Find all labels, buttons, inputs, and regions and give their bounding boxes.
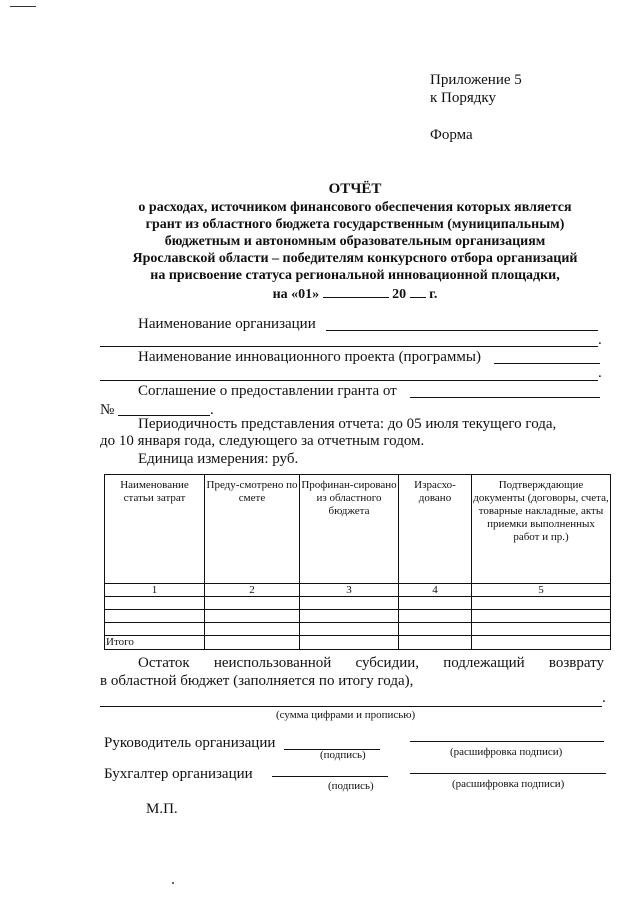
header-cell: Подтверждающие документы (договоры, счета, товарные накладные, акты приемки выполненных работ и пр.) (472, 475, 611, 584)
agreement-label: Соглашение о предоставлении гранта от (138, 383, 397, 399)
appendix-label: Приложение 5 (430, 72, 522, 88)
expense-table (104, 474, 611, 650)
table-cell[interactable] (300, 623, 399, 636)
project-name-field[interactable] (494, 363, 600, 364)
date-prefix: на «01» (272, 287, 320, 302)
column-number: 4 (399, 584, 472, 597)
accountant-label: Бухгалтер организации (104, 766, 253, 782)
remainder-word: возврату (548, 655, 604, 671)
unit-label: Единица измерения: руб. (138, 451, 299, 467)
title-line-3: бюджетным и автономным образовательным организациям (164, 234, 546, 249)
column-number: 5 (472, 584, 611, 597)
column-number: 1 (105, 584, 205, 597)
table-row (105, 610, 611, 623)
decoding-caption: (расшифровка подписи) (450, 746, 563, 758)
table-cell[interactable] (105, 597, 205, 610)
table-cell[interactable] (300, 636, 399, 650)
org-name-field[interactable] (326, 330, 598, 331)
project-name-label: Наименование инновационного проекта (программы) (138, 349, 481, 365)
date-year: 20 (392, 287, 407, 302)
table-cell[interactable] (399, 636, 472, 650)
accountant-decoding-field[interactable] (410, 773, 606, 774)
table-row (105, 623, 611, 636)
table-cell[interactable] (105, 623, 205, 636)
table-cell[interactable] (472, 636, 611, 650)
scan-dot (172, 882, 174, 884)
total-label: Итого (105, 636, 205, 650)
title-line-2: грант из областного бюджета государственным (муниципальным) (145, 217, 565, 232)
org-name-label: Наименование организации (138, 316, 316, 332)
table-cell[interactable] (472, 623, 611, 636)
header-cell: Наименование статьи затрат (105, 475, 205, 584)
period-mark: . (598, 365, 602, 381)
column-number-row (105, 584, 611, 597)
remainder-line-2: в областной бюджет (заполняется по итогу года), (100, 673, 414, 689)
signature-caption: (подпись) (328, 780, 374, 792)
accountant-signature-field[interactable] (272, 776, 388, 777)
title-line-1: о расходах, источником финансового обеспечения которых является (138, 200, 572, 215)
table-cell[interactable] (399, 597, 472, 610)
remainder-word: Остаток (138, 655, 190, 671)
period-mark: . (598, 332, 602, 348)
header-cell: Израсхо-довано (399, 475, 472, 584)
remainder-word: субсидии, (355, 655, 420, 671)
date-year-blank (410, 285, 426, 298)
table-cell[interactable] (300, 610, 399, 623)
table-cell[interactable] (205, 623, 300, 636)
column-number: 3 (300, 584, 399, 597)
periodicity-line-2: до 10 января года, следующего за отчетным годом. (100, 433, 425, 449)
table-cell[interactable] (205, 610, 300, 623)
head-label: Руководитель организации (104, 735, 276, 751)
title-line-4: Ярославской области – победителям конкурсного отбора организаций (132, 251, 578, 266)
remainder-word: неиспользованной (213, 655, 332, 671)
table-cell[interactable] (300, 597, 399, 610)
scan-mark (10, 6, 36, 7)
table-row (105, 597, 611, 610)
report-date (100, 285, 610, 304)
table-header-row (105, 475, 611, 584)
sum-caption: (сумма цифрами и прописью) (276, 709, 416, 721)
remainder-word: подлежащий (443, 655, 525, 671)
org-name-field-cont[interactable] (100, 346, 598, 347)
remainder-line-1 (138, 655, 604, 672)
period-mark: . (210, 402, 214, 418)
periodicity-line-1: Периодичность представления отчета: до 05 июля текущего года, (138, 416, 557, 432)
period-mark: . (602, 690, 606, 706)
number-sign: № (100, 402, 115, 418)
decoding-caption: (расшифровка подписи) (452, 778, 565, 790)
agreement-date-field[interactable] (410, 397, 600, 398)
table-cell[interactable] (472, 610, 611, 623)
order-reference: к Порядку (430, 90, 496, 106)
stamp-place: М.П. (146, 801, 178, 817)
head-decoding-field[interactable] (410, 741, 604, 742)
project-name-field-cont[interactable] (100, 380, 598, 381)
table-cell[interactable] (205, 636, 300, 650)
sum-field[interactable] (100, 706, 602, 707)
table-cell[interactable] (205, 597, 300, 610)
date-month-blank (323, 285, 389, 298)
date-suffix: г. (429, 287, 438, 302)
table-cell[interactable] (472, 597, 611, 610)
total-row (105, 636, 611, 650)
title-line-5: на присвоение статуса региональной инновационной площадки, (150, 268, 560, 283)
column-number: 2 (205, 584, 300, 597)
table-cell[interactable] (105, 610, 205, 623)
form-label: Форма (430, 127, 473, 143)
table-cell[interactable] (399, 623, 472, 636)
signature-caption: (подпись) (320, 749, 366, 761)
report-title: ОТЧЁТ (328, 181, 382, 197)
header-cell: Профинан-сировано из областного бюджета (300, 475, 399, 584)
header-cell: Преду-смотрено по смете (205, 475, 300, 584)
table-cell[interactable] (399, 610, 472, 623)
